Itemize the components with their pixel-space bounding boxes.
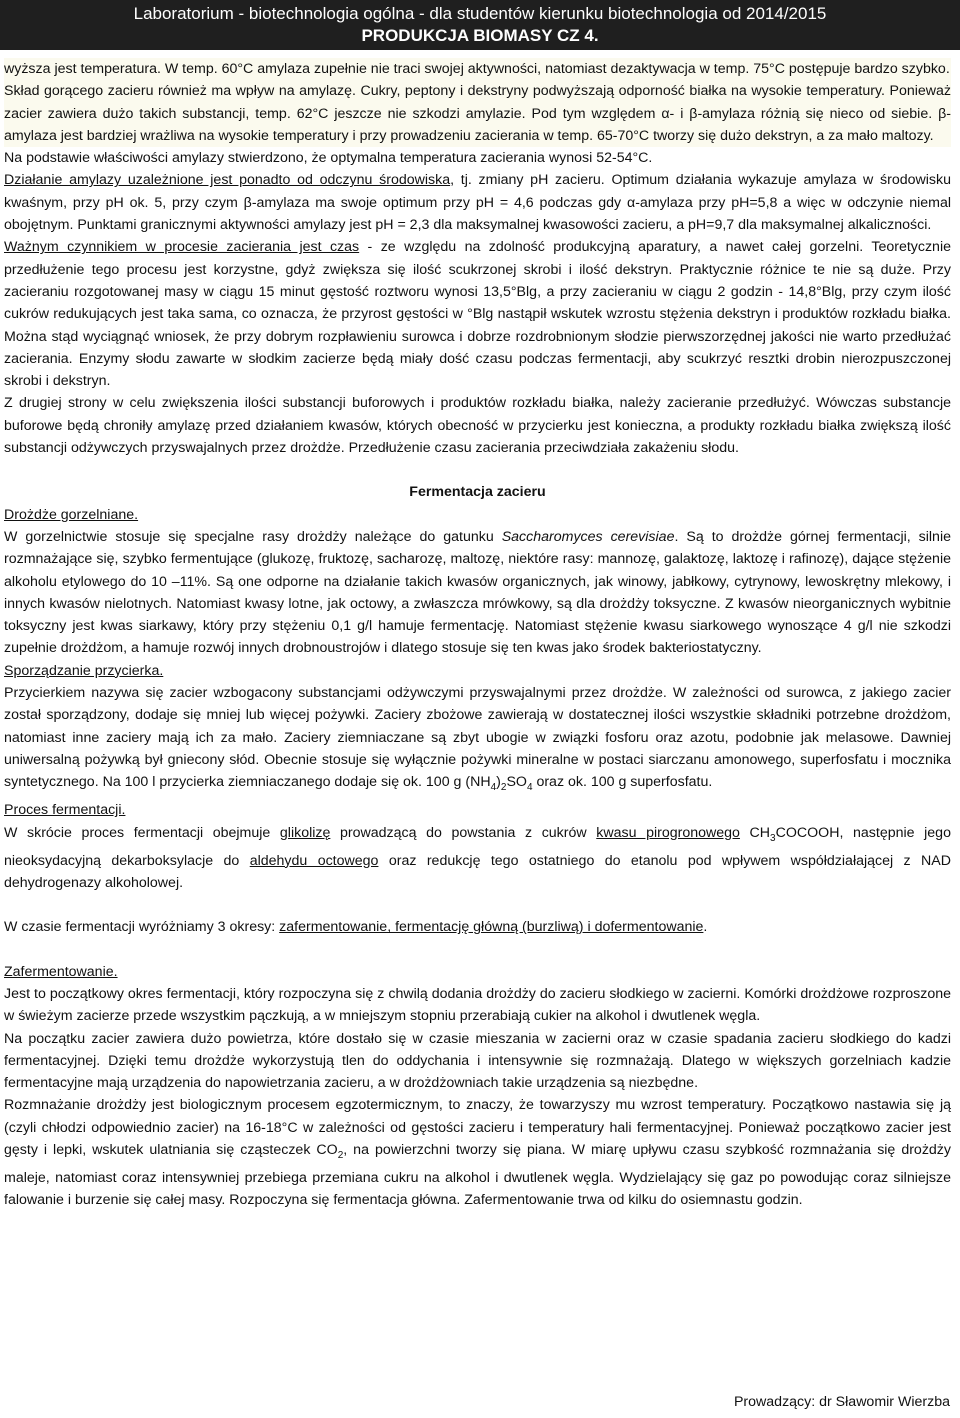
link-glikoliza[interactable]: glikolizę [279, 824, 331, 841]
paragraph-czas [4, 236, 951, 392]
heading-drozdze: Drożdże gorzelniane. [4, 506, 139, 523]
formula-part: SO [506, 774, 527, 791]
ph-text: , tj. zmiany pH zacieru. Optimum działania wykazuje amylaza w środowisku kwaśnym, przy pH ok. 5, przy czym β-amylaza ma swoje optimum przy pH = 4,6 podczas gdy α-amylaza przy pH=5,8 a więc w odczynie niemal obojętnym. Punktami granicznymi aktywności amylazy jest pH = 2,3 dla maksymalnej kwasowości zacieru, a pH=9,7 dla maksymalnej alkaliczności. [4, 172, 951, 234]
heading-przycierek: Sporządzanie przycierka. [4, 662, 164, 679]
paragraph-temperature: wyższa jest temperatura. W temp. 60°C amylaza zupełnie nie traci swojej aktywności, natomiast dezaktywacja w temp. 75°C postępuje bardzo szybko. [4, 61, 950, 77]
okresy-underlined: zafermentowanie, fermentację główną (burzliwą) i dofermentowanie [279, 919, 704, 936]
paragraph-proces [4, 822, 951, 895]
heading-zafermentowanie: Zafermentowanie. [4, 963, 118, 980]
czas-underlined: Ważnym czynnikiem w procesie zacierania jest czas [4, 239, 360, 256]
subscript: 2 [337, 1149, 344, 1161]
highlighted-block [4, 58, 951, 147]
footer-instructor: Prowadzący: dr Sławomir Wierzba [733, 1394, 950, 1410]
okresy-text: W czasie fermentacji wyróżniamy 3 okresy: [4, 919, 280, 936]
header-course-title: Laboratorium - biotechnologia ogólna - dla studentów kierunku biotechnologia od 2014/2015 [133, 4, 827, 23]
subscript: 4 [526, 782, 533, 794]
link-kwas-pirogronowy[interactable]: kwasu pirogronowego [596, 824, 740, 841]
paragraph-zafermentowanie-2: Na początku zacier zawiera dużo powietrza, które dostało się w czasie mieszania w zacierni oraz w czasie spadania zacieru słodkiego do kadzi fermentacyjnej. Dzięki temu drożdże wykorzystują tlen do oddychania i intensywnie się rozmnażają. Dlatego w większych gorzelniach kadzie fermentacyjne mają urządzenia do napowietrzania zacieru, a w drożdżowniach takie urządzenia są niezbędne. [4, 1030, 951, 1092]
link-aldehyd-octowy[interactable]: aldehydu octowego [249, 852, 379, 869]
zaferm-text: Rozmnażanie drożdży jest biologicznym procesem egzotermicznym, to znaczy, że towarzyszy mu wzrost temperatury. Początkowo nastawia się ją (czyli chłodzi odpowiednio zacier) na 16-18°C w zależności od gęstości zacieru i temperatury hali fermentacyjnej. Ponieważ początkowo zacier jest gęsty i lepki, wskutek ulatniania się cząsteczek CO [4, 1097, 951, 1159]
formula-part: ) [496, 774, 501, 791]
zaferm-text: , na powierzchni tworzy się piana. W miarę upływu czasu szybkość rozmnażania się drożdży maleje, natomiast coraz intensywniej przebiega przemiana cukru na alkohol i dwutlenek węgla. Wydzielający się gaz po powodując coraz silniejsze falowanie i burzenie się całej masy. Rozpoczyna się fermentacja główna. Zafermentowanie trwa od kilku do osiemnastu godzin. [4, 1142, 951, 1209]
paragraph-drozdze [4, 526, 951, 660]
heading-proces: Proces fermentacji. [4, 802, 126, 819]
paragraph-zafermentowanie-3 [4, 1094, 951, 1211]
subscript: 4 [490, 782, 497, 794]
section-title: Fermentacja zacieru [409, 484, 546, 501]
proces-text: COCOOH, następnie jego nieoksydacyjną dekarboksylacje do [4, 824, 951, 869]
paragraph-okresy [4, 916, 951, 938]
proces-text: W skrócie proces fermentacji obejmuje [4, 824, 280, 841]
paragraph-bufory: Z drugiej strony w celu zwiększenia ilości substancji buforowych i produktów rozkładu białka, należy zacieranie przedłużyć. Wówczas substancje buforowe będą chroniły amylazę przed działaniem kwasów, których obecność w przycierku jest konieczna, a produkty rozkładu białka zwiększą ilość substancji odżywczych przyswajalnych przez drożdże. Przedłużenie czasu zacierania przeciwdziała zakażeniu słodu. [4, 395, 951, 457]
header-topic-title: PRODUKCJA BIOMASY CZ 4. [361, 26, 599, 45]
drozdze-text-1: W gorzelnictwie stosuje się specjalne rasy drożdży należące do gatunku [4, 528, 502, 545]
subscript: 2 [500, 782, 507, 794]
species-name: Saccharomyces cerevisiae [501, 528, 675, 545]
proces-text: CH [739, 824, 771, 841]
document-body [4, 58, 951, 1212]
paragraph-przycierek [4, 682, 951, 799]
proces-text: prowadzącą do powstania z cukrów [330, 824, 597, 841]
okresy-text: . [703, 919, 708, 936]
spacer [4, 459, 951, 481]
paragraph-sklad-zacieru: Skład gorącego zacieru również ma wpływ na amylazę. Cukry, peptony i dekstryny podwyższają odporność białka na wysokie temperatury. Ponieważ zacier zawiera dużo takich substancji, temp. 62°C jeszcze nie szkodzi amylazie. Pod tym względem α- i β-amylaza różnią się nieco od siebie. β-amylaza jest bardziej wrażliwa na wysokie temperatury i przy prowadzeniu zacierania w temp. 65-70°C tworzy się dużo dekstryn, a za mało maltozy. [4, 83, 951, 144]
spacer [4, 894, 951, 916]
proces-text: oraz redukcję tego ostatniego do etanolu pod wpływem współdziałającej z NAD dehydrogenazy alkoholowej. [4, 852, 952, 892]
subscript: 3 [770, 832, 776, 844]
czas-text: - ze względu na zdolność produkcyjną aparatury, a nawet całej gorzelni. Teoretycznie przedłużenie tego procesu jest korzystne, gdyż zwiększa się ilość scukrzonej skrobi i ilość dekstryn. Praktycznie różnice te nie są duże. Przy zacieraniu rozgotowanej masy w ciągu 15 minut gęstość roztworu wynosi 13,5°Blg, a przy zacieraniu w ciągu 2 godzin - 14,8°Blg, przy czym ilość cukrów redukujących jest taka sama, co oznacza, że przyrost gęstości w °Blg nastąpił wskutek wzrostu stężenia dekstryn i produktów rozkładu białka. Można stąd wyciągnąć wniosek, że przy dobrym rozpławieniu surowca i dobrze rozdrobnionym słodzie pierwszorzędnej jakości nie warto przedłużać zacierania. Enzymy słodu zawarte w słodkim zacierze będą miały dość czasu podczas fermentacji, aby scukrzyć resztki drobin nierozpuszczonej skrobi i dekstryn. [4, 239, 951, 390]
paragraph-optimal-temperature: Na podstawie właściwości amylazy stwierdzono, że optymalna temperatura zacierania wynosi 52-54°C. [4, 150, 653, 167]
paragraph-zafermentowanie-1: Jest to początkowy okres fermentacji, który rozpoczyna się z chwilą dodania drożdży do zacieru słodkiego w zacierni. Komórki drożdżowe rozproszone w świeżym zacierze przede wszystkim pączkują, a w mniejszym stopniu przerabiają cukier na alkohol i dwutlenek węgla. [4, 985, 951, 1025]
page-header [0, 0, 960, 50]
przycierek-text: Przycierkiem nazywa się zacier wzbogacony substancjami odżywczymi przyswajalnymi przez drożdże. W zależności od surowca, z jakiego zacier został sporządzony, dodaje się mniej lub więcej pożywki. Zaciery zbożowe zawierają w dostatecznej ilości wszystkie składniki potrzebne drożdżom, natomiast inne zaciery mają ich za mało. Zaciery ziemniaczane są zbyt ubogie w związki fosforu oraz azotu, podobnie jak melasowe. Dawniej uniwersalną pożywką był gniecony słód. Obecnie stosuje się wyłącznie pożywki mineralne w postaci siarczanu amonowego, superfosfatu i mocznika syntetycznego. Na 100 l przycierka ziemniaczanego dodaje się ok. 100 g (NH [4, 685, 951, 791]
paragraph-ph [4, 169, 951, 236]
przycierek-tail: oraz ok. 100 g superfosfatu. [532, 774, 713, 791]
ph-underlined: Działanie amylazy uzależnione jest ponadto od odczynu środowiska [4, 172, 451, 189]
drozdze-text-2: . Są to drożdże górnej fermentacji, silnie rozmnażające się, szybko fermentujące (glukozę, fruktozę, sacharozę, maltozę, niektóre rasy: mannozę, galaktozę, laktozę i rafinozę), dające stężenie alkoholu etylowego do 10 –11%. Są one odporne na działanie takich kwasów organicznych, jak winowy, jabłkowy, cytrynowy, lewoskrętny mlekowy, i innych kwasów nielotnych. Natomiast kwasy lotne, jak octowy, a zwłaszcza mrówkowy, są dla drożdży toksyczne. Z kwasów nieorganicznych wybitnie toksyczny jest kwas siarkawy, który przy stężeniu 0,1 g/l hamuje fermentację. Natomiast stężenie kwasu siarkowego wynoszące 4 g/l nie szkodzi zupełnie drożdżom, a hamuje rozwój innych drobnoustrojów i dlatego stosuje się ten kwas jako środek bakteriostatyczny. [4, 528, 951, 657]
spacer [4, 939, 951, 961]
